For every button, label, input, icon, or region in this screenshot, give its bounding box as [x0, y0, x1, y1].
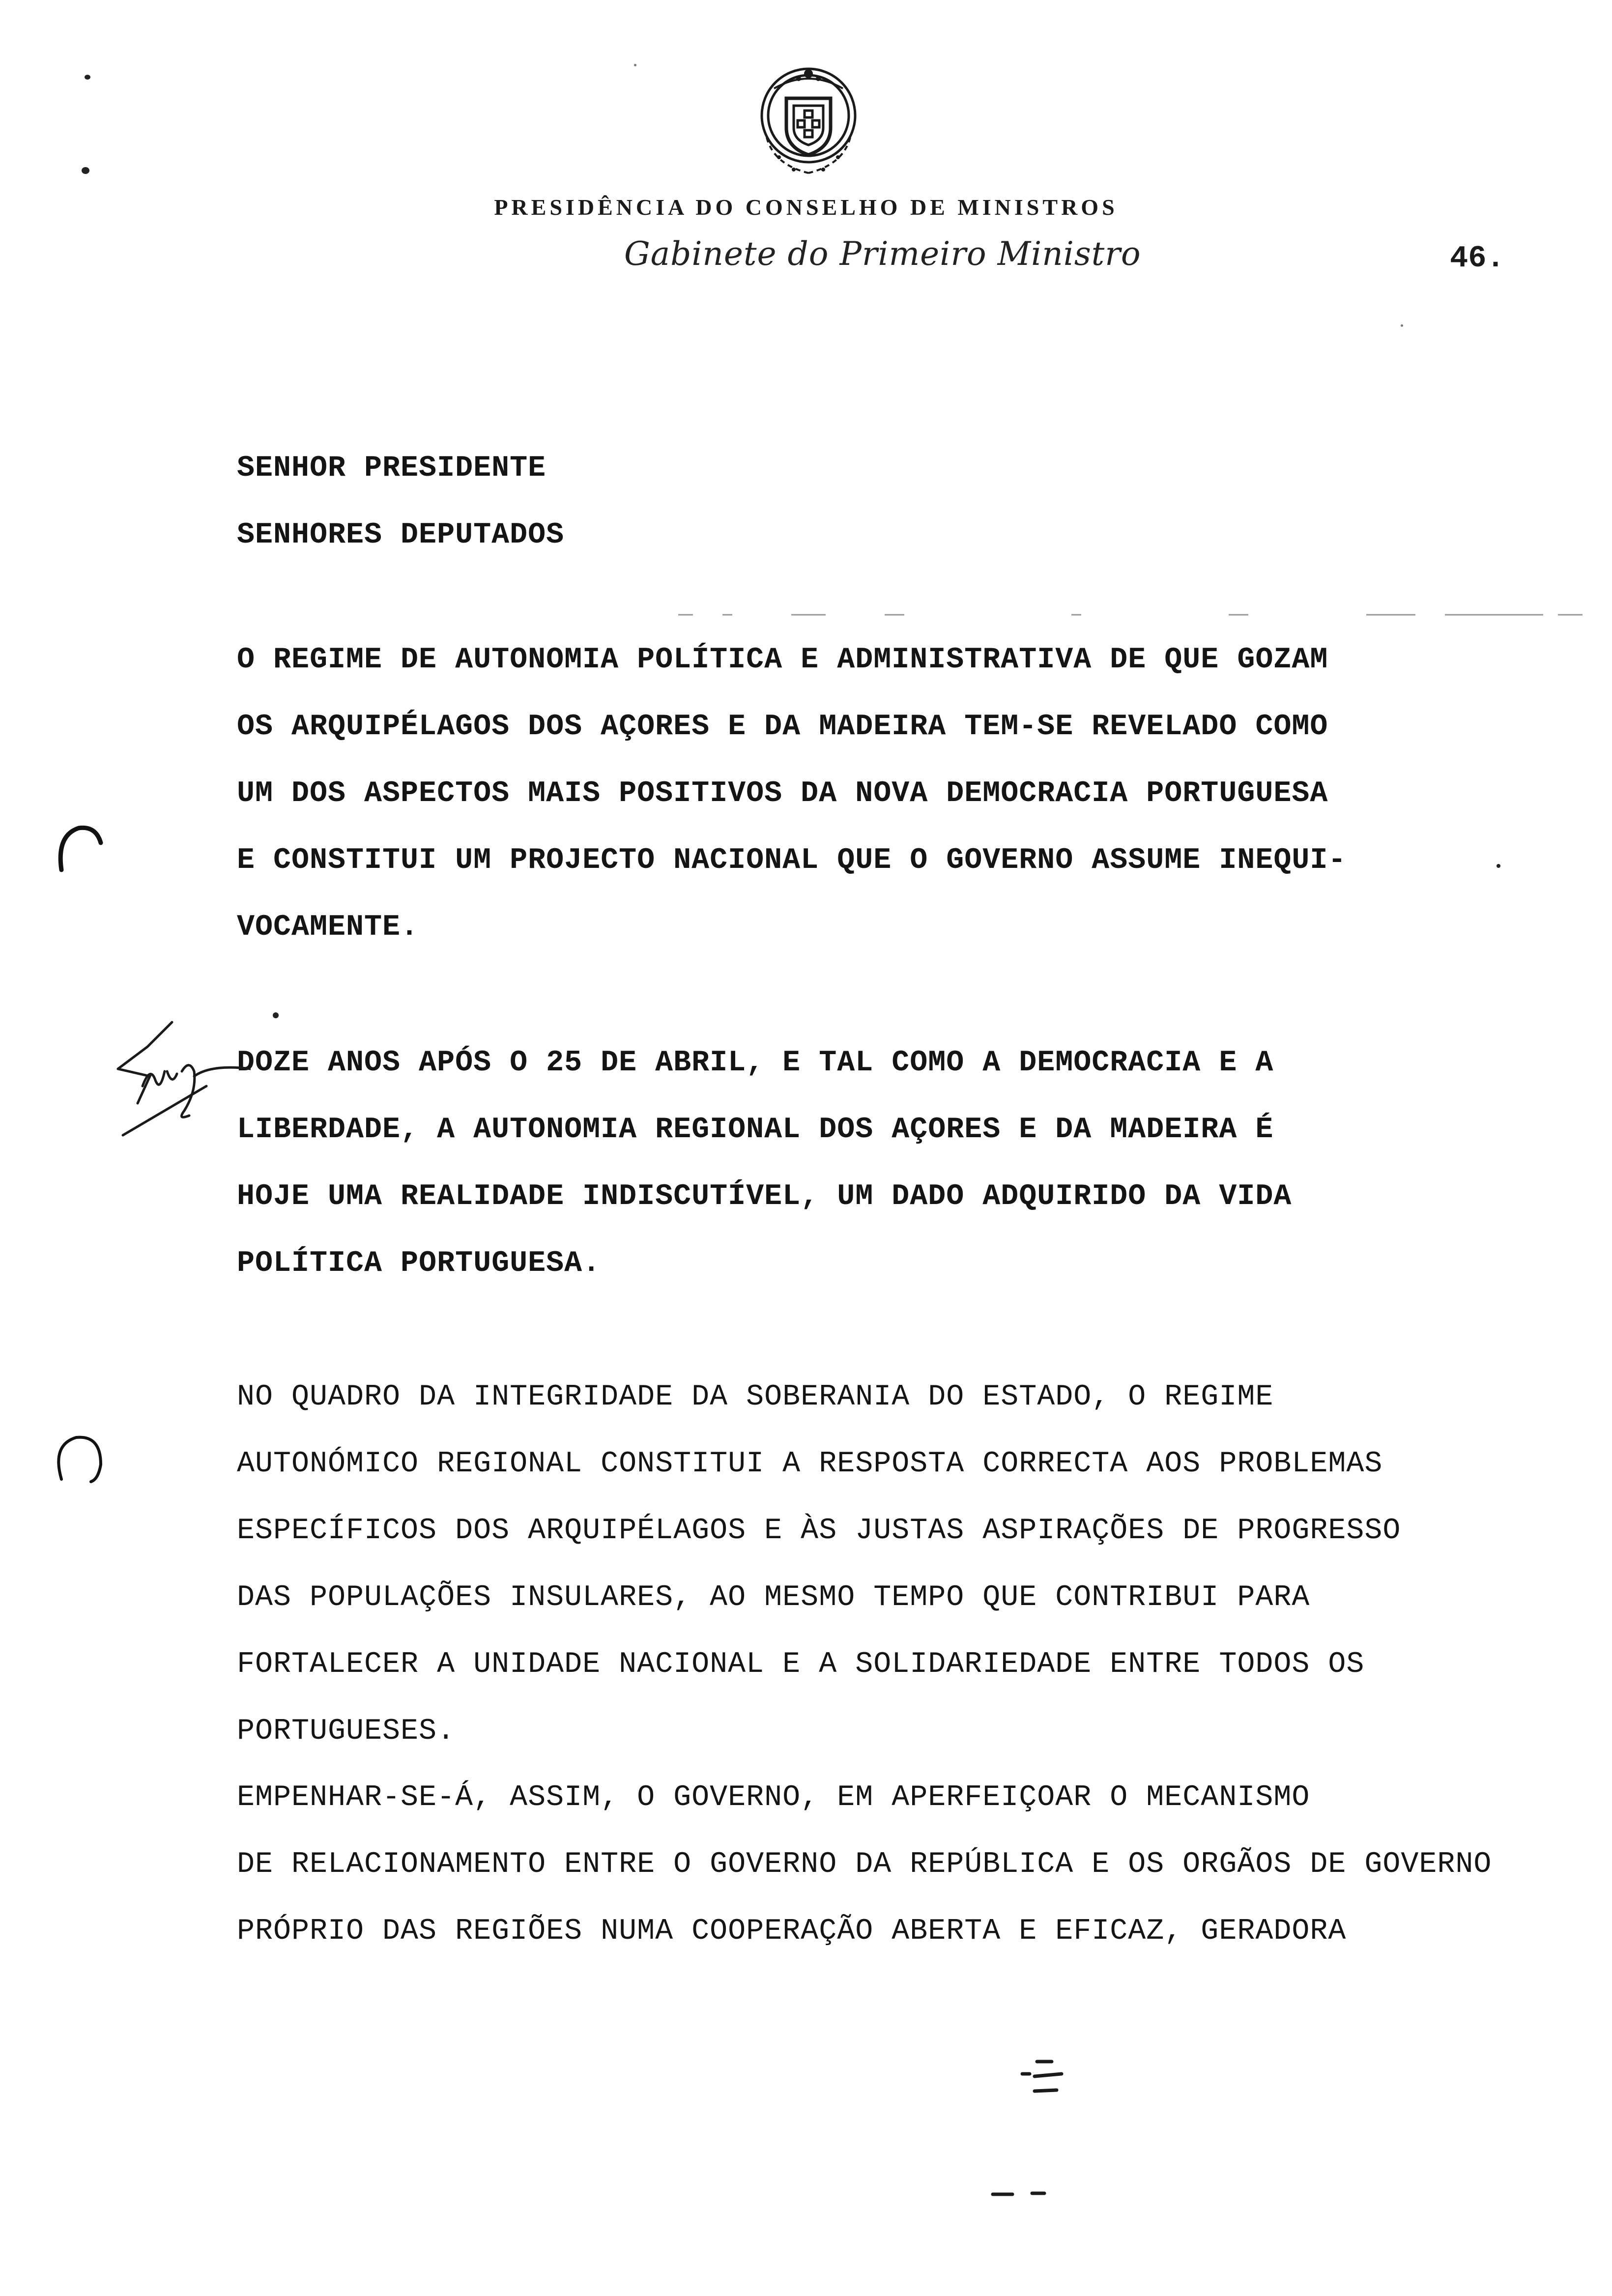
paragraph-line: ESPECÍFICOS DOS ARQUIPÉLAGOS E ÀS JUSTAS ASPIRAÇÕES DE PROGRESSO [237, 1514, 1401, 1548]
paragraph-line: PRÓPRIO DAS REGIÕES NUMA COOPERAÇÃO ABERTA E EFICAZ, GERADORA [237, 1915, 1347, 1948]
handwritten-margin-annotation [103, 1012, 251, 1155]
binder-mark-bottom [49, 1425, 108, 1489]
paragraph [237, 627, 1544, 961]
scan-speck [1401, 324, 1403, 327]
office-handwritten-line: Gabinete do Primeiro Ministro [624, 235, 1141, 273]
scan-noise [678, 612, 1583, 618]
paragraph-line: LIBERDADE, A AUTONOMIA REGIONAL DOS AÇORES E DA MADEIRA É [237, 1113, 1274, 1147]
paragraph-line: HOJE UMA REALIDADE INDISCUTÍVEL, UM DADO ADQUIRIDO DA VIDA [237, 1180, 1292, 1213]
paragraph-line: NO QUADRO DA INTEGRIDADE DA SOBERANIA DO ESTADO, O REGIME [237, 1380, 1274, 1414]
paragraph-line: E CONSTITUI UM PROJECTO NACIONAL QUE O GOVERNO ASSUME INEQUI- [237, 844, 1347, 877]
scan-speck [1497, 864, 1500, 868]
paragraph-line: O REGIME DE AUTONOMIA POLÍTICA E ADMINISTRATIVA DE QUE GOZAM [237, 643, 1328, 677]
paragraph-line: DE RELACIONAMENTO ENTRE O GOVERNO DA REPÚBLICA E OS ORGÃOS DE GOVERNO [237, 1848, 1492, 1881]
scan-speck [85, 75, 90, 80]
paragraph [237, 1764, 1544, 1965]
binder-mark-top [52, 816, 106, 875]
salutation-line: SENHORES DEPUTADOS [237, 518, 565, 552]
paragraph-line: EMPENHAR-SE-Á, ASSIM, O GOVERNO, EM APERFEIÇOAR O MECANISMO [237, 1781, 1310, 1814]
scan-speck [634, 64, 636, 66]
paragraph-line: DAS POPULAÇÕES INSULARES, AO MESMO TEMPO QUE CONTRIBUI PARA [237, 1581, 1310, 1614]
coat-of-arms-seal [745, 59, 872, 182]
paragraph-line: UM DOS ASPECTOS MAIS POSITIVOS DA NOVA DEMOCRACIA PORTUGUESA [237, 777, 1328, 810]
paragraph-line: POLÍTICA PORTUGUESA. [237, 1247, 601, 1280]
paragraph-line: DOZE ANOS APÓS O 25 DE ABRIL, E TAL COMO A DEMOCRACIA E A [237, 1046, 1274, 1080]
paragraph-line: VOCAMENTE. [237, 911, 419, 944]
paragraph-line: OS ARQUIPÉLAGOS DOS AÇORES E DA MADEIRA TEM-SE REVELADO COMO [237, 710, 1328, 744]
scan-speck [82, 167, 89, 174]
salutation-line: SENHOR PRESIDENTE [237, 452, 547, 485]
paragraph-line: AUTONÓMICO REGIONAL CONSTITUI A RESPOSTA CORRECTA AOS PROBLEMAS [237, 1447, 1383, 1481]
paragraph [237, 1030, 1544, 1297]
paragraph [237, 1364, 1544, 1765]
page-number: 46. [1450, 241, 1505, 276]
salutation [237, 435, 1544, 569]
organization-heading: PRESIDÊNCIA DO CONSELHO DE MINISTROS [494, 195, 1118, 220]
scan-speck [273, 1012, 279, 1018]
paragraph-line: FORTALECER A UNIDADE NACIONAL E A SOLIDARIEDADE ENTRE TODOS OS [237, 1648, 1365, 1681]
stray-marks [978, 2052, 1086, 2204]
paragraph-line: PORTUGUESES. [237, 1715, 456, 1748]
